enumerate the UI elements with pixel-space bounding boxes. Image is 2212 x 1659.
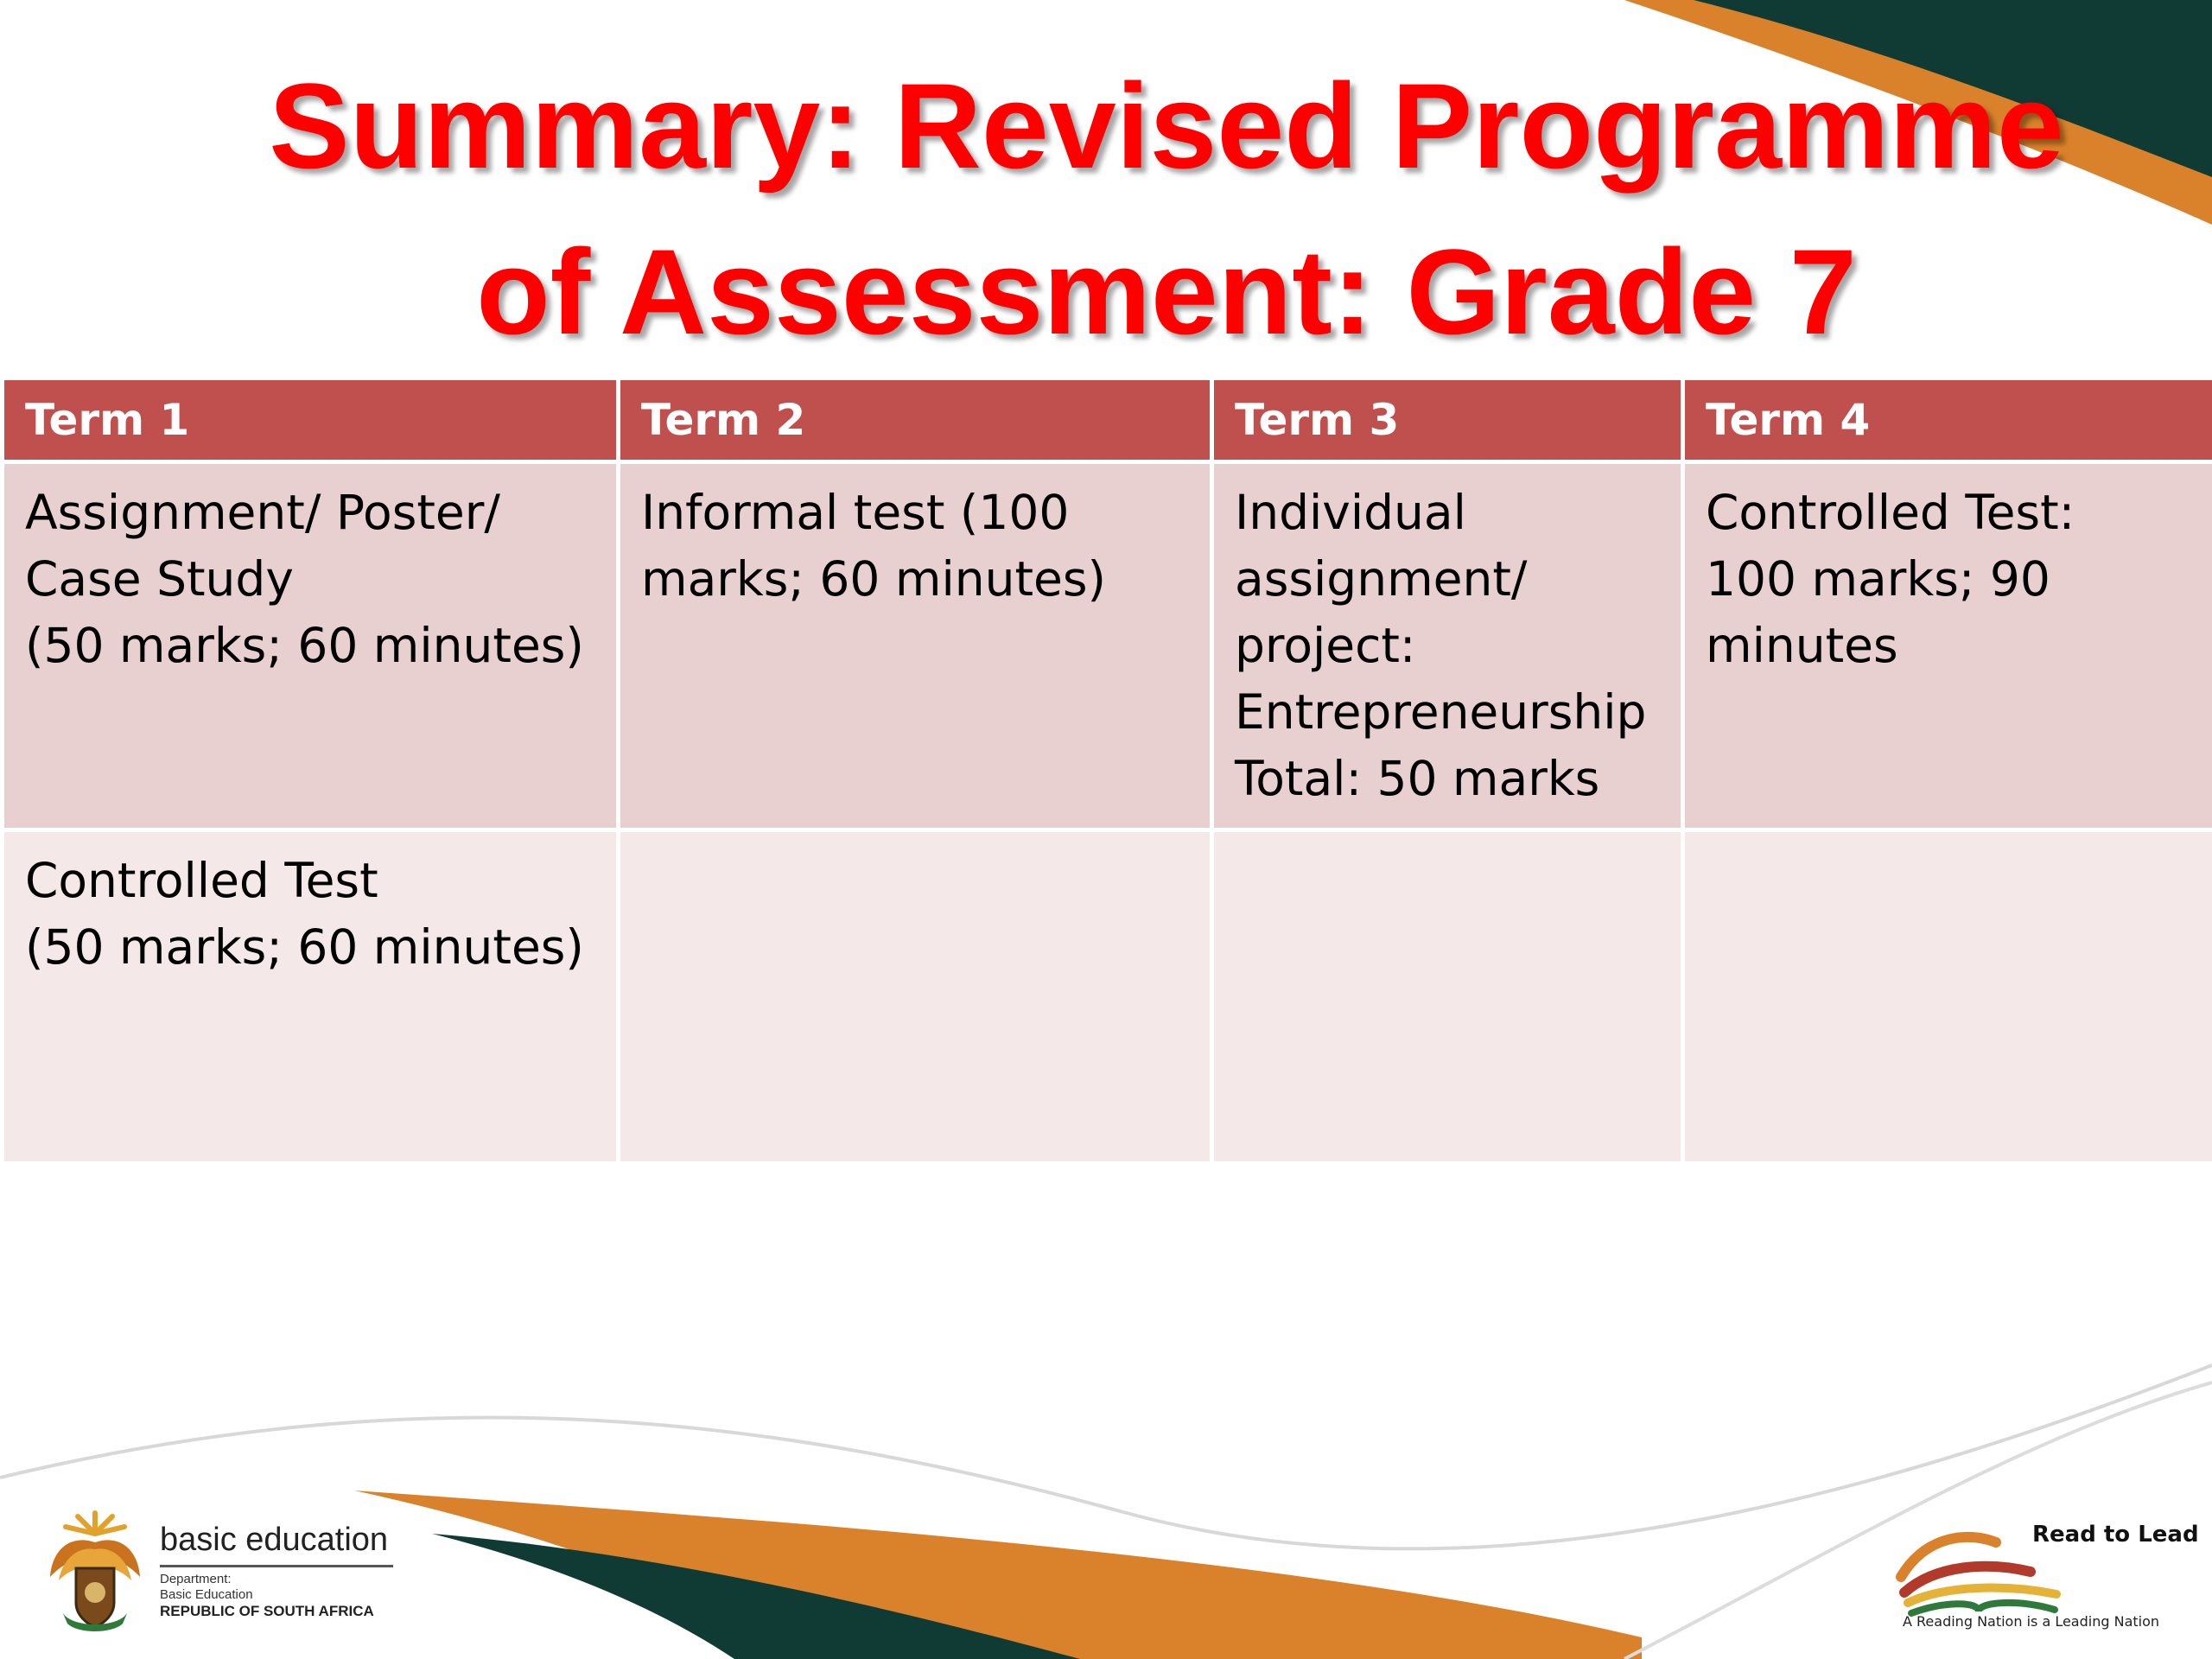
header-term-2: Term 2 — [619, 378, 1212, 462]
table-cell — [1212, 830, 1683, 1164]
table-cell: Controlled Test (50 marks; 60 minutes) — [3, 830, 619, 1164]
dept-country: REPUBLIC OF SOUTH AFRICA — [160, 1603, 374, 1619]
read-to-lead-logo — [1892, 1508, 2199, 1637]
header-term-1: Term 1 — [3, 378, 619, 462]
slide-title — [0, 43, 2212, 375]
table-row — [3, 830, 2212, 1164]
slide-title-line-1: Summary: Revised Programme — [269, 58, 2064, 194]
coat-of-arms-icon — [43, 1508, 147, 1637]
bottom-orange-swoosh — [354, 1491, 1642, 1659]
dept-basic-education-logo — [43, 1508, 406, 1637]
read-to-lead-tagline: A Reading Nation is a Leading Nation — [1903, 1613, 2160, 1630]
table-cell: Assignment/ Poster/ Case Study (50 marks; 60 minutes) — [3, 462, 619, 830]
read-to-lead-title: Read to Lead — [2032, 1522, 2199, 1548]
table-header-row — [3, 378, 2212, 462]
dept-divider — [160, 1565, 393, 1567]
slide-title-line-2: of Assessment: Grade 7 — [476, 224, 1857, 359]
table-cell — [1683, 830, 2212, 1164]
table-cell: Individual assignment/ project: Entrepreneurship Total: 50 marks — [1212, 462, 1683, 830]
table-cell: Controlled Test: 100 marks; 90 minutes — [1683, 462, 2212, 830]
table-cell — [619, 830, 1212, 1164]
assessment-table — [0, 376, 2212, 1166]
dept-line-1: Department: — [160, 1572, 232, 1586]
table-row — [3, 462, 2212, 830]
dept-line-2: Basic Education — [160, 1587, 253, 1602]
table-cell: Informal test (100 marks; 60 minutes) — [619, 462, 1212, 830]
dept-subtitle — [160, 1572, 253, 1603]
dept-name: basic education — [160, 1522, 389, 1558]
header-term-3: Term 3 — [1212, 378, 1683, 462]
header-term-4: Term 4 — [1683, 378, 2212, 462]
